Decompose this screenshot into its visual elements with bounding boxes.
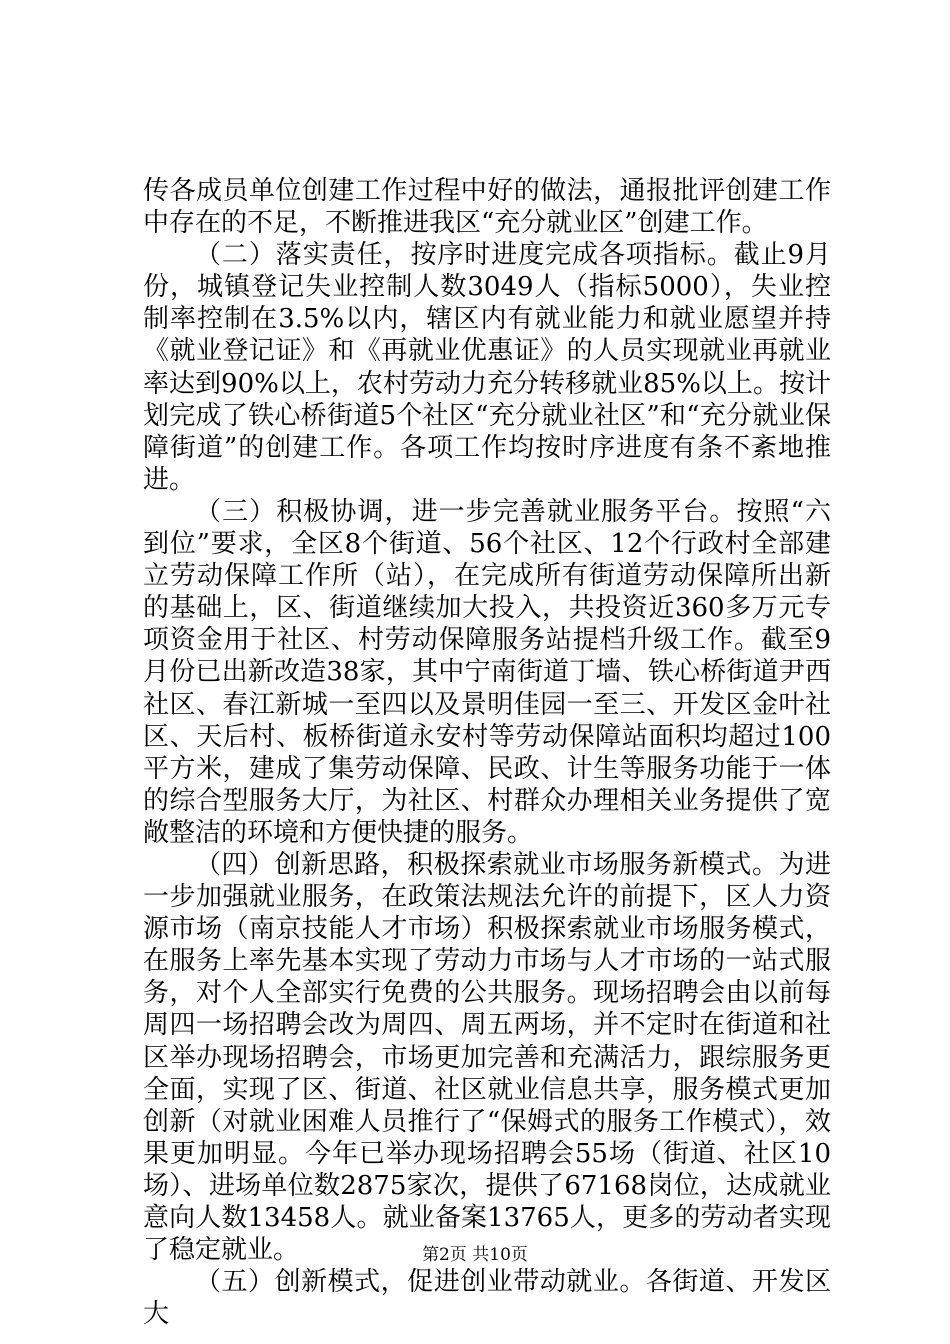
- page-number-footer: 第2页 共10页: [422, 1245, 528, 1265]
- paragraph-continuation: 传各成员单位创建工作过程中好的做法，通报批评创建工作中存在的不足，不断推进我区“充分就业区”创建工作。: [143, 176, 831, 239]
- paragraph-section-2: （二）落实责任，按序时进度完成各项指标。截止9月份，城镇登记失业控制人数3049人（指标5000），失业控制率控制在3.5%以内，辖区内有就业能力和就业愿望并持《就业登记证》和《再就业优惠证》的人员实现就业再就业率达到90%以上，农村劳动力充分转移就业85%以上。按计划完成了铁心桥街道5个社区“充分就业社区”和“充分就业保障街道”的创建工作。各项工作均按时序进度有条不紊地推进。: [143, 240, 831, 495]
- document-body: [143, 175, 831, 1330]
- paragraph-section-4: （四）创新思路，积极探索就业市场服务新模式。为进一步加强就业服务，在政策法规法允许的前提下，区人力资源市场（南京技能人才市场）积极探索就业市场服务模式，在服务上率先基本实现了劳动力市场与人才市场的一站式服务，对个人全部实行免费的公共服务。现场招聘会由以前每周四一场招聘会改为周四、周五两场，并不定时在街道和社区举办现场招聘会，市场更加完善和充满活力，跟综服务更全面，实现了区、街道、社区就业信息共享，服务模式更加创新（对就业困难人员推行了“保姆式的服务工作模式），效果更加明显。今年已举办现场招聘会55场（街道、社区10场）、进场单位数2875家次，提供了67168岗位，达成就业意向人数13458人。就业备案13765人，更多的劳动者实现了稳定就业。: [143, 849, 831, 1266]
- paragraph-section-3: （三）积极协调，进一步完善就业服务平台。按照“六到位”要求，全区8个街道、56个社区、12个行政村全部建立劳动保障工作所（站），在完成所有街道劳动保障所出新的基础上，区、街道继续加大投入，共投资近360多万元专项资金用于社区、村劳动保障服务站提档升级工作。截至9月份已出新改造38家，其中宁南街道丁墙、铁心桥街道尹西社区、春江新城一至四以及景明佳园一至三、开发区金叶社区、天后村、板桥街道永安村等劳动保障站面积均超过100平方米，建成了集劳动保障、民政、计生等服务功能于一体的综合型服务大厅，为社区、村群众办理相关业务提供了宽敞整洁的环境和方便快捷的服务。: [143, 496, 831, 848]
- paragraph-section-5: （五）创新模式，促进创业带动就业。各街道、开发区大: [143, 1267, 831, 1330]
